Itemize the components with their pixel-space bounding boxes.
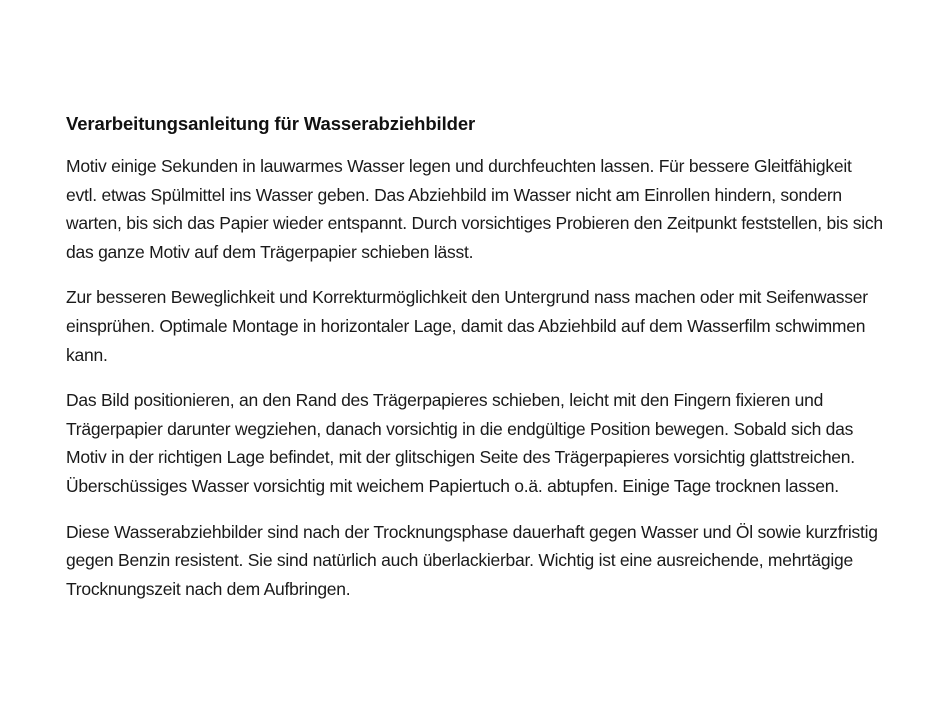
paragraph-positioning-instructions: Das Bild positionieren, an den Rand des Trägerpapieres schieben, leicht mit den Fingern fixieren und Trägerpapier darunter wegziehen, danach vorsichtig in die endgültige Position bewegen. Sobald sich das Motiv in der richtigen Lage befindet, mit der glitschigen Seite des Trägerpapieres vorsichtig glattstreichen. Überschüssiges Wasser vorsichtig mit weichem Papiertuch o.ä. abtupfen. Einige Tage trocknen lassen. [66, 390, 855, 496]
paragraph-surface-preparation: Zur besseren Beweglichkeit und Korrekturmöglichkeit den Untergrund nass machen oder mit Seifenwasser einsprühen. Optimale Montage in horizontaler Lage, damit das Abziehbild auf dem Wasserfilm schwimmen kann. [66, 287, 868, 365]
paragraph-soaking-instructions: Motiv einige Sekunden in lauwarmes Wasser legen und durchfeuchten lassen. Für bessere Gleitfähigkeit evtl. etwas Spülmittel ins Wasser geben. Das Abziehbild im Wasser nicht am Einrollen hindern, sondern warten, bis sich das Papier wieder entspannt. Durch vorsichtiges Probieren den Zeitpunkt feststellen, bis sich das ganze Motiv auf dem Trägerpapier schieben lässt. [66, 156, 883, 262]
paragraph-drying-resistance: Diese Wasserabziehbilder sind nach der Trocknungsphase dauerhaft gegen Wasser und Öl sowie kurzfristig gegen Benzin resistent. Sie sind natürlich auch überlackierbar. Wichtig ist eine ausreichende, mehrtägige Trocknungszeit nach dem Aufbringen. [66, 521, 878, 599]
document-title: Verarbeitungsanleitung für Wasserabziehbilder [66, 113, 476, 134]
